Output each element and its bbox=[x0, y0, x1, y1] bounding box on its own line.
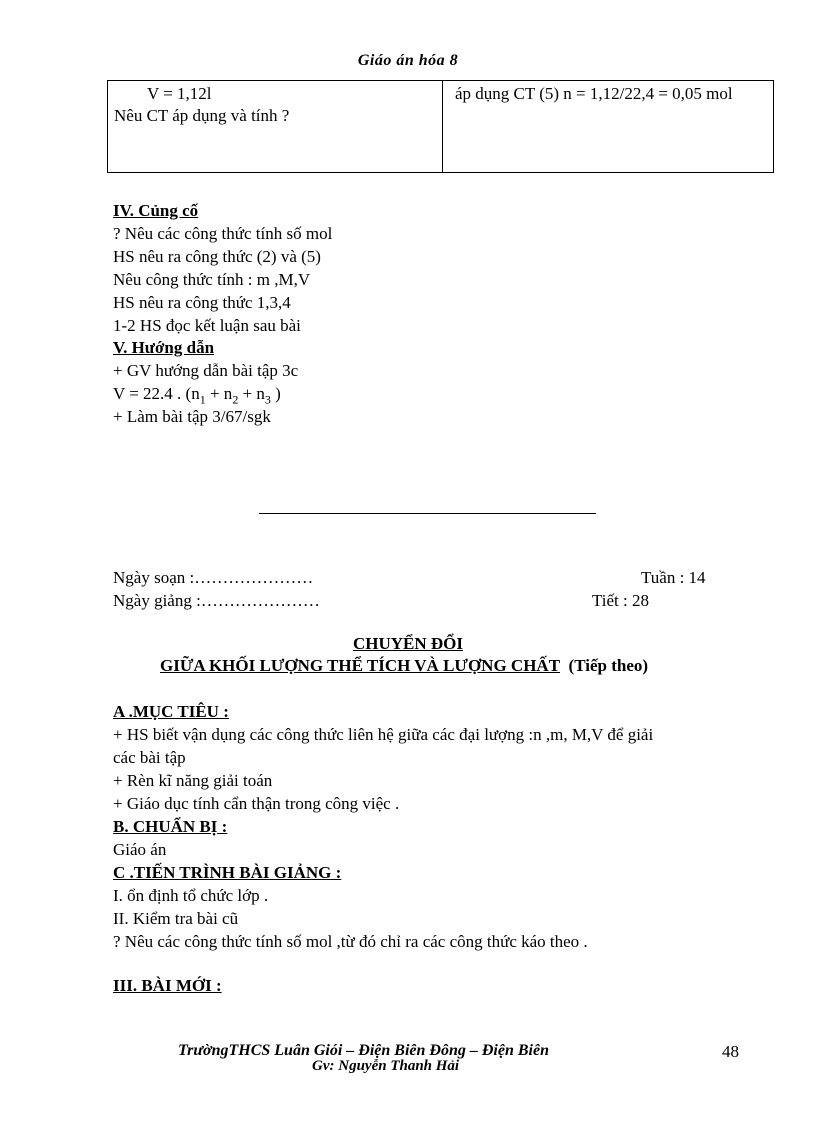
section-5-line: + Làm bài tập 3/67/sgk bbox=[113, 407, 271, 426]
section-c-line: I. ổn định tổ chức lớp . bbox=[113, 886, 269, 905]
section-5-heading: V. Hướng dẫn bbox=[113, 338, 215, 357]
tuan: Tuần : 14 bbox=[641, 568, 706, 587]
table-right-line-1: áp dụng CT (5) n = 1,12/22,4 = 0,05 mol bbox=[455, 84, 733, 103]
section-a-line: các bài tập bbox=[113, 748, 186, 767]
section-b-heading: B. CHUẨN BỊ : bbox=[113, 817, 228, 836]
page-header: Giáo án hóa 8 bbox=[357, 52, 459, 69]
section-4-line: ? Nêu các công thức tính số mol bbox=[113, 224, 333, 243]
section-3-heading: III. BÀI MỚI : bbox=[113, 976, 222, 995]
table-left-line-2: Nêu CT áp dụng và tính ? bbox=[114, 106, 290, 125]
ngay-giang: Ngày giảng :………………… bbox=[113, 591, 320, 610]
section-4-line: HS nêu ra công thức (2) và (5) bbox=[113, 247, 321, 266]
lesson-title-line-2: GIỮA KHỐI LƯỢNG THỂ TÍCH VÀ LƯỢNG CHẤT (Tiếp theo) bbox=[160, 656, 649, 675]
lesson-title-line-1: CHUYỂN ĐỔI bbox=[352, 634, 464, 653]
section-4-line: HS nêu ra công thức 1,3,4 bbox=[113, 293, 291, 312]
section-5-line: + GV hướng dẫn bài tập 3c bbox=[113, 361, 299, 380]
section-b-line: Giáo án bbox=[113, 840, 167, 859]
section-a-heading: A .MỤC TIÊU : bbox=[113, 702, 229, 721]
footer-school: TrườngTHCS Luân Giói – Điện Biên Đông – Điện Biên bbox=[178, 1042, 549, 1059]
section-4-line: 1-2 HS đọc kết luận sau bài bbox=[113, 316, 301, 335]
section-c-line: II. Kiểm tra bài cũ bbox=[113, 909, 239, 928]
section-a-line: + Rèn kĩ năng giải toán bbox=[113, 771, 273, 790]
activity-table bbox=[107, 80, 774, 173]
page-number: 48 bbox=[722, 1042, 739, 1061]
section-c-heading: C .TIẾN TRÌNH BÀI GIẢNG : bbox=[113, 863, 342, 882]
table-right-cell bbox=[443, 81, 774, 173]
divider bbox=[259, 513, 596, 514]
footer-teacher: Gv: Nguyễn Thanh Hải bbox=[312, 1058, 460, 1074]
table-left-line-1: V = 1,12l bbox=[147, 84, 212, 103]
table-left-cell bbox=[108, 81, 443, 173]
ngay-soan: Ngày soạn :………………… bbox=[113, 568, 314, 587]
section-c-line: ? Nêu các công thức tính số mol ,từ đó chỉ ra các công thức káo theo . bbox=[113, 932, 588, 951]
section-a-line: + Giáo dục tính cẩn thận trong công việc . bbox=[113, 794, 400, 813]
tiet: Tiết : 28 bbox=[592, 591, 650, 610]
section-a-line: + HS biết vận dụng các công thức liên hệ giữa các đại lượng :n ,m, M,V để giải bbox=[113, 725, 654, 744]
volume-formula: V = 22.4 . ($n_1 + n_2 + n_3$ ) bbox=[113, 384, 281, 407]
section-4-line: Nêu công thức tính : m ,M,V bbox=[113, 270, 311, 289]
section-4-heading: IV. Củng cố bbox=[113, 201, 199, 220]
